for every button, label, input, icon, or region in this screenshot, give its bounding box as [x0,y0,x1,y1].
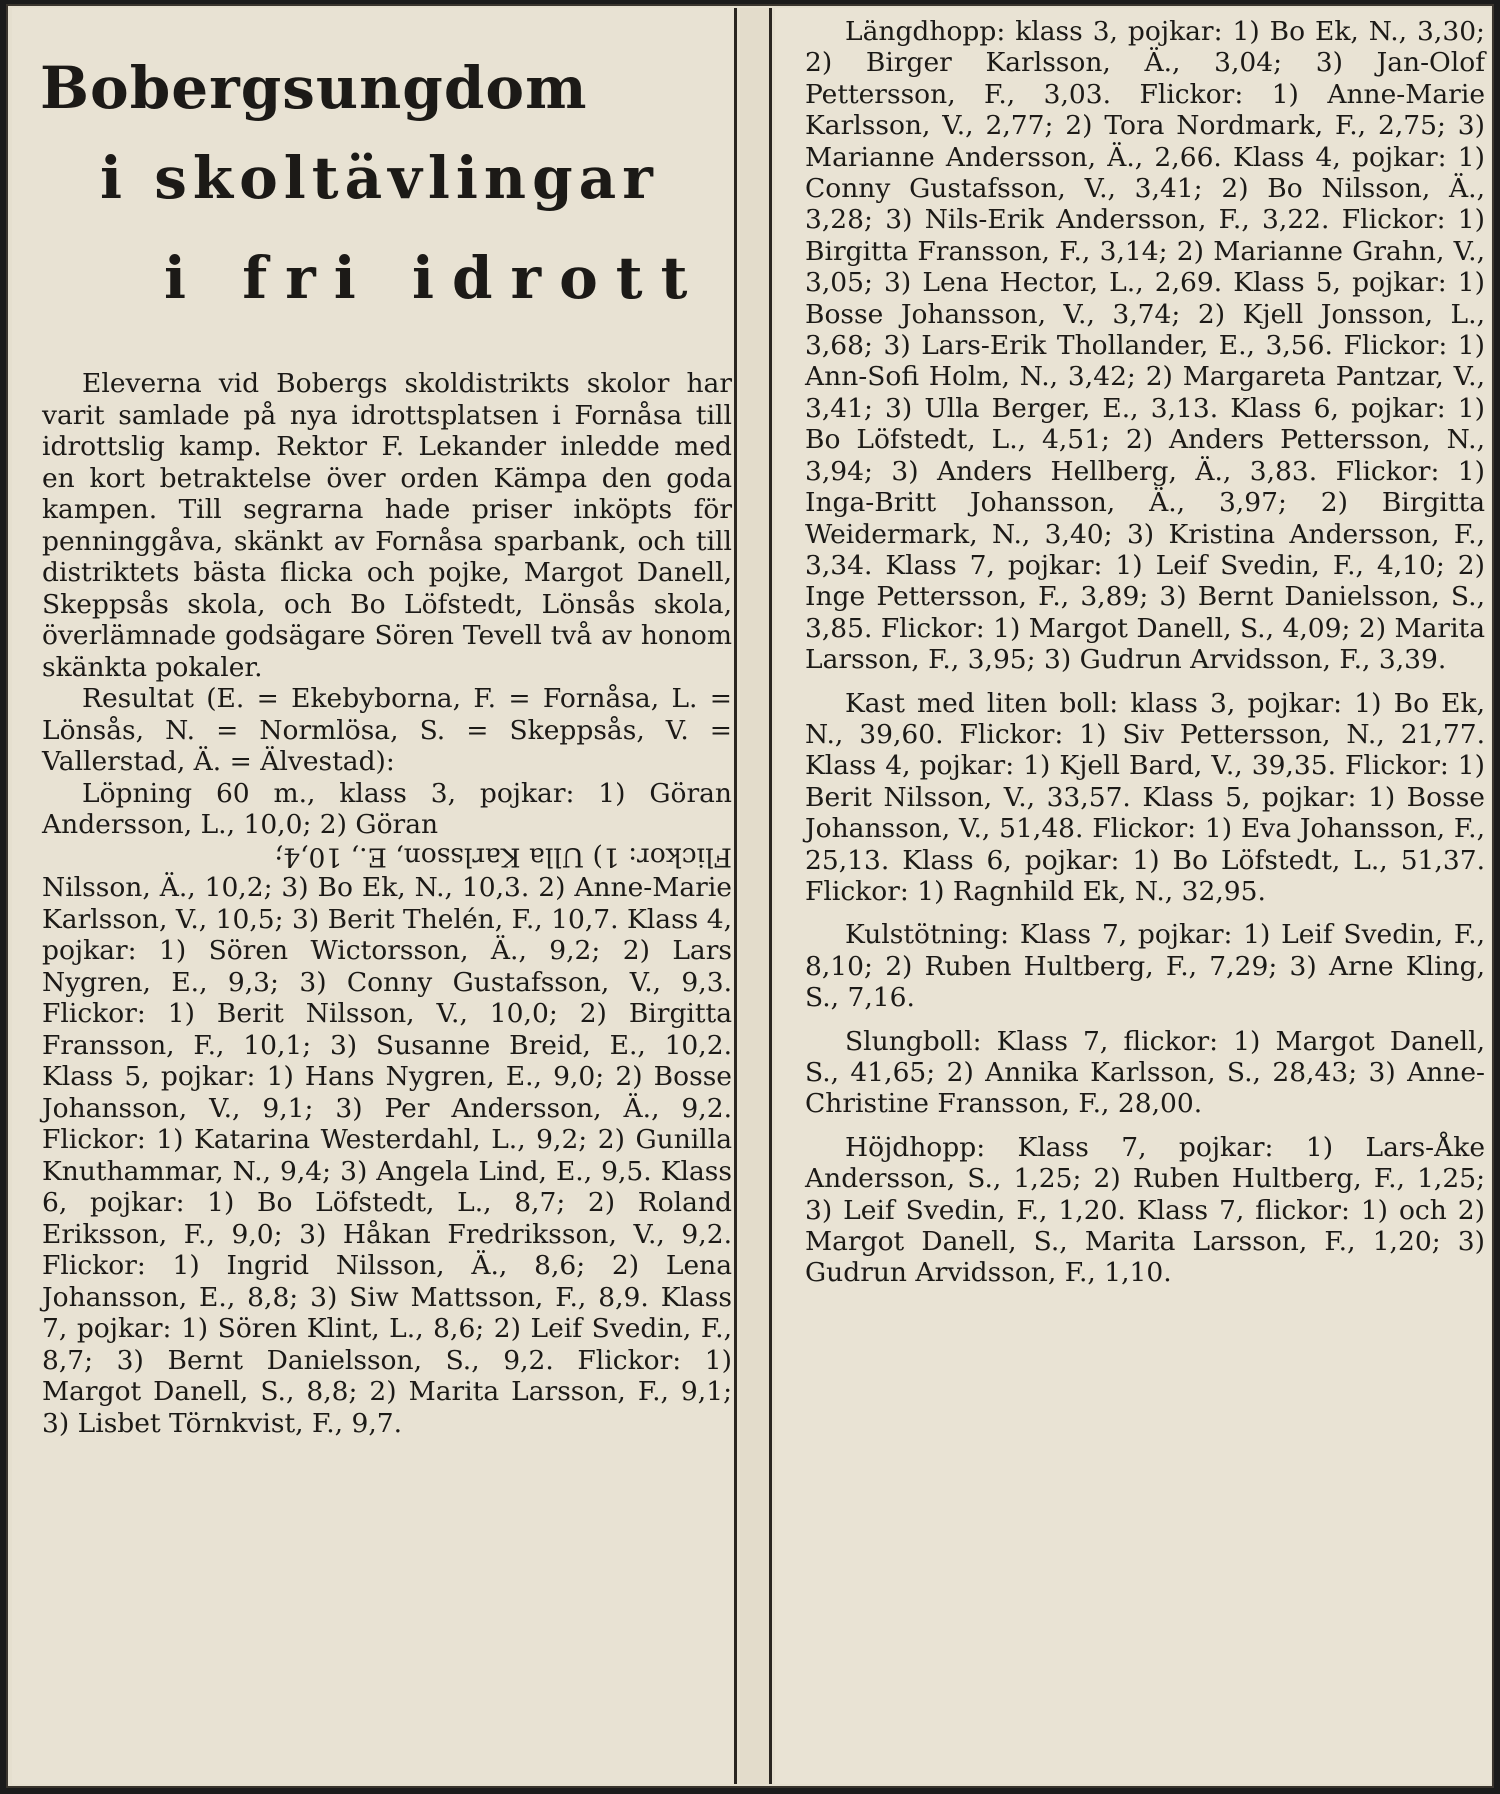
high-jump-results: Höjdhopp: Klass 7, pojkar: 1) Lars-Åke Andersson, S., 1,25; 2) Ruben Hultberg, F., 1,25; 3) Leif Svedin, F., 1,20. Klass 7, flickor: 1) och 2) Margot Danell, S., Marita Larsson, F., 1,20; 3) Gudrun Arvidsson, F., 1,10. [805,1131,1485,1289]
shot-put-results: Kulstötning: Klass 7, pojkar: 1) Leif Svedin, F., 8,10; 2) Ruben Hultberg, F., 7,29; 3) Arne Kling, S., 7,16. [805,919,1485,1014]
newspaper-clipping [6,4,1494,1788]
results-body [805,16,1485,1301]
column-gutter [740,8,772,1784]
running-results-start: Löpning 60 m., klass 3, pojkar: 1) Göran Andersson, L., 10,0; 2) Göran [42,777,732,840]
running-results-continued: Nilsson, Ä., 10,2; 3) Bo Ek, N., 10,3. 2) Anne-Marie Karlsson, V., 10,5; 3) Berit Thelén, F., 10,7. Klass 4, pojkar: 1) Sören Wictorsson, Ä., 9,2; 2) Lars Nygren, E., 9,3; 3) Conny Gustafsson, V., 9,3. Flickor: 1) Berit Nilsson, V., 10,0; 2) Birgitta Fransson, F., 10,1; 3) Susanne Breid, E., 10,2. Klass 5, pojkar: 1) Hans Nygren, E., 9,0; 2) Bosse Johansson, V., 9,1; 3) Per Andersson, Ä., 9,2. Flickor: 1) Katarina Westerdahl, L., 9,2; 2) Gunilla Knuthammar, N., 9,4; 3) Angela Lind, E., 9,5. Klass 6, pojkar: 1) Bo Löfstedt, L., 8,7; 2) Roland Eriksson, F., 9,0; 3) Håkan Fredriksson, V., 9,2. Flickor: 1) Ingrid Nilsson, Ä., 8,6; 2) Lena Johansson, E., 8,8; 3) Siw Mattsson, F., 8,9. Klass 7, pojkar: 1) Sören Klint, L., 8,6; 2) Leif Svedin, F., 8,7; 3) Bernt Danielsson, S., 9,2. Flickor: 1) Margot Danell, S., 8,8; 2) Marita Larsson, F., 9,1; 3) Lisbet Törnkvist, F., 9,7. [42,872,732,1439]
headline-line-3: i fri idrott [164,244,706,312]
right-column [775,8,1491,1784]
headline-line-1: Bobergsungdom [40,54,588,122]
headline-line-2: i skoltävlingar [100,144,659,212]
left-column [12,8,737,1784]
headline [32,48,722,328]
long-jump-results: Längdhopp: klass 3, pojkar: 1) Bo Ek, N., 3,30; 2) Birger Karlsson, Ä., 3,04; 3) Jan-Olof Pettersson, F., 3,03. Flickor: 1) Anne-Marie Karlsson, V., 2,77; 2) Tora Nordmark, F., 2,75; 3) Marianne Andersson, Ä., 2,66. Klass 4, pojkar: 1) Conny Gustafsson, V., 3,41; 2) Bo Nilsson, Ä., 3,28; 3) Nils-Erik Andersson, F., 3,22. Flickor: 1) Birgitta Fransson, F., 3,14; 2) Marianne Grahn, V., 3,05; 3) Lena Hector, L., 2,69. Klass 5, pojkar: 1) Bosse Johansson, V., 3,74; 2) Kjell Jonsson, L., 3,68; 3) Lars-Erik Thollander, E., 3,56. Flickor: 1) Ann-Sofi Holm, N., 3,42; 2) Margareta Pantzar, V., 3,41; 3) Ulla Berger, E., 3,13. Klass 6, pojkar: 1) Bo Löfstedt, L., 4,51; 2) Anders Pettersson, N., 3,94; 3) Anders Hellberg, Ä., 3,83. Flickor: 1) Inga-Britt Johansson, Ä., 3,97; 2) Birgitta Weidermark, N., 3,40; 3) Kristina Andersson, F., 3,34. Klass 7, pojkar: 1) Leif Svedin, F., 4,10; 2) Inge Pettersson, F., 3,89; 3) Bernt Danielsson, S., 3,85. Flickor: 1) Margot Danell, S., 4,09; 2) Marita Larsson, F., 3,95; 3) Gudrun Arvidsson, F., 3,39. [805,16,1485,676]
ball-throw-results: Kast med liten boll: klass 3, pojkar: 1) Bo Ek, N., 39,60. Flickor: 1) Siv Pettersson, N., 21,77. Klass 4, pojkar: 1) Kjell Bard, V., 39,35. Flickor: 1) Berit Nilsson, V., 33,57. Klass 5, pojkar: 1) Bosse Johansson, V., 51,48. Flickor: 1) Eva Johansson, F., 25,13. Klass 6, pojkar: 1) Bo Löfstedt, L., 51,37. Flickor: 1) Ragnhild Ek, N., 32,95. [805,687,1485,907]
slingball-results: Slungboll: Klass 7, flickor: 1) Margot Danell, S., 41,65; 2) Annika Karlsson, S., 28,43; 3) Anne-Christine Fransson, F., 28,00. [805,1025,1485,1120]
results-legend: Resultat (E. = Ekebyborna, F. = Fornåsa, L. = Lönsås, N. = Normlösa, S. = Skeppsås, V. = Vallerstad, Ä. = Älvestad): [42,683,732,777]
intro-paragraph: Eleverna vid Bobergs skoldistrikts skolor har varit samlade på nya idrottsplatsen i Fornåsa till idrottslig kamp. Rektor F. Lekander inledde med en kort betraktelse över orden Kämpa den goda kampen. Till segrarna hade priser inköpts för penninggåva, skänkt av Fornåsa sparbank, och till distriktets bästa flicka och pojke, Margot Danell, Skeppsås skola, och Bo Löfstedt, Lönsås skola, överlämnade godsägare Sören Tevell två av honom skänkta pokaler. [42,368,732,683]
article-body [42,368,732,1439]
upside-down-line: Flickor: 1) Ulla Karlsson, E., 10,4; [274,841,732,872]
